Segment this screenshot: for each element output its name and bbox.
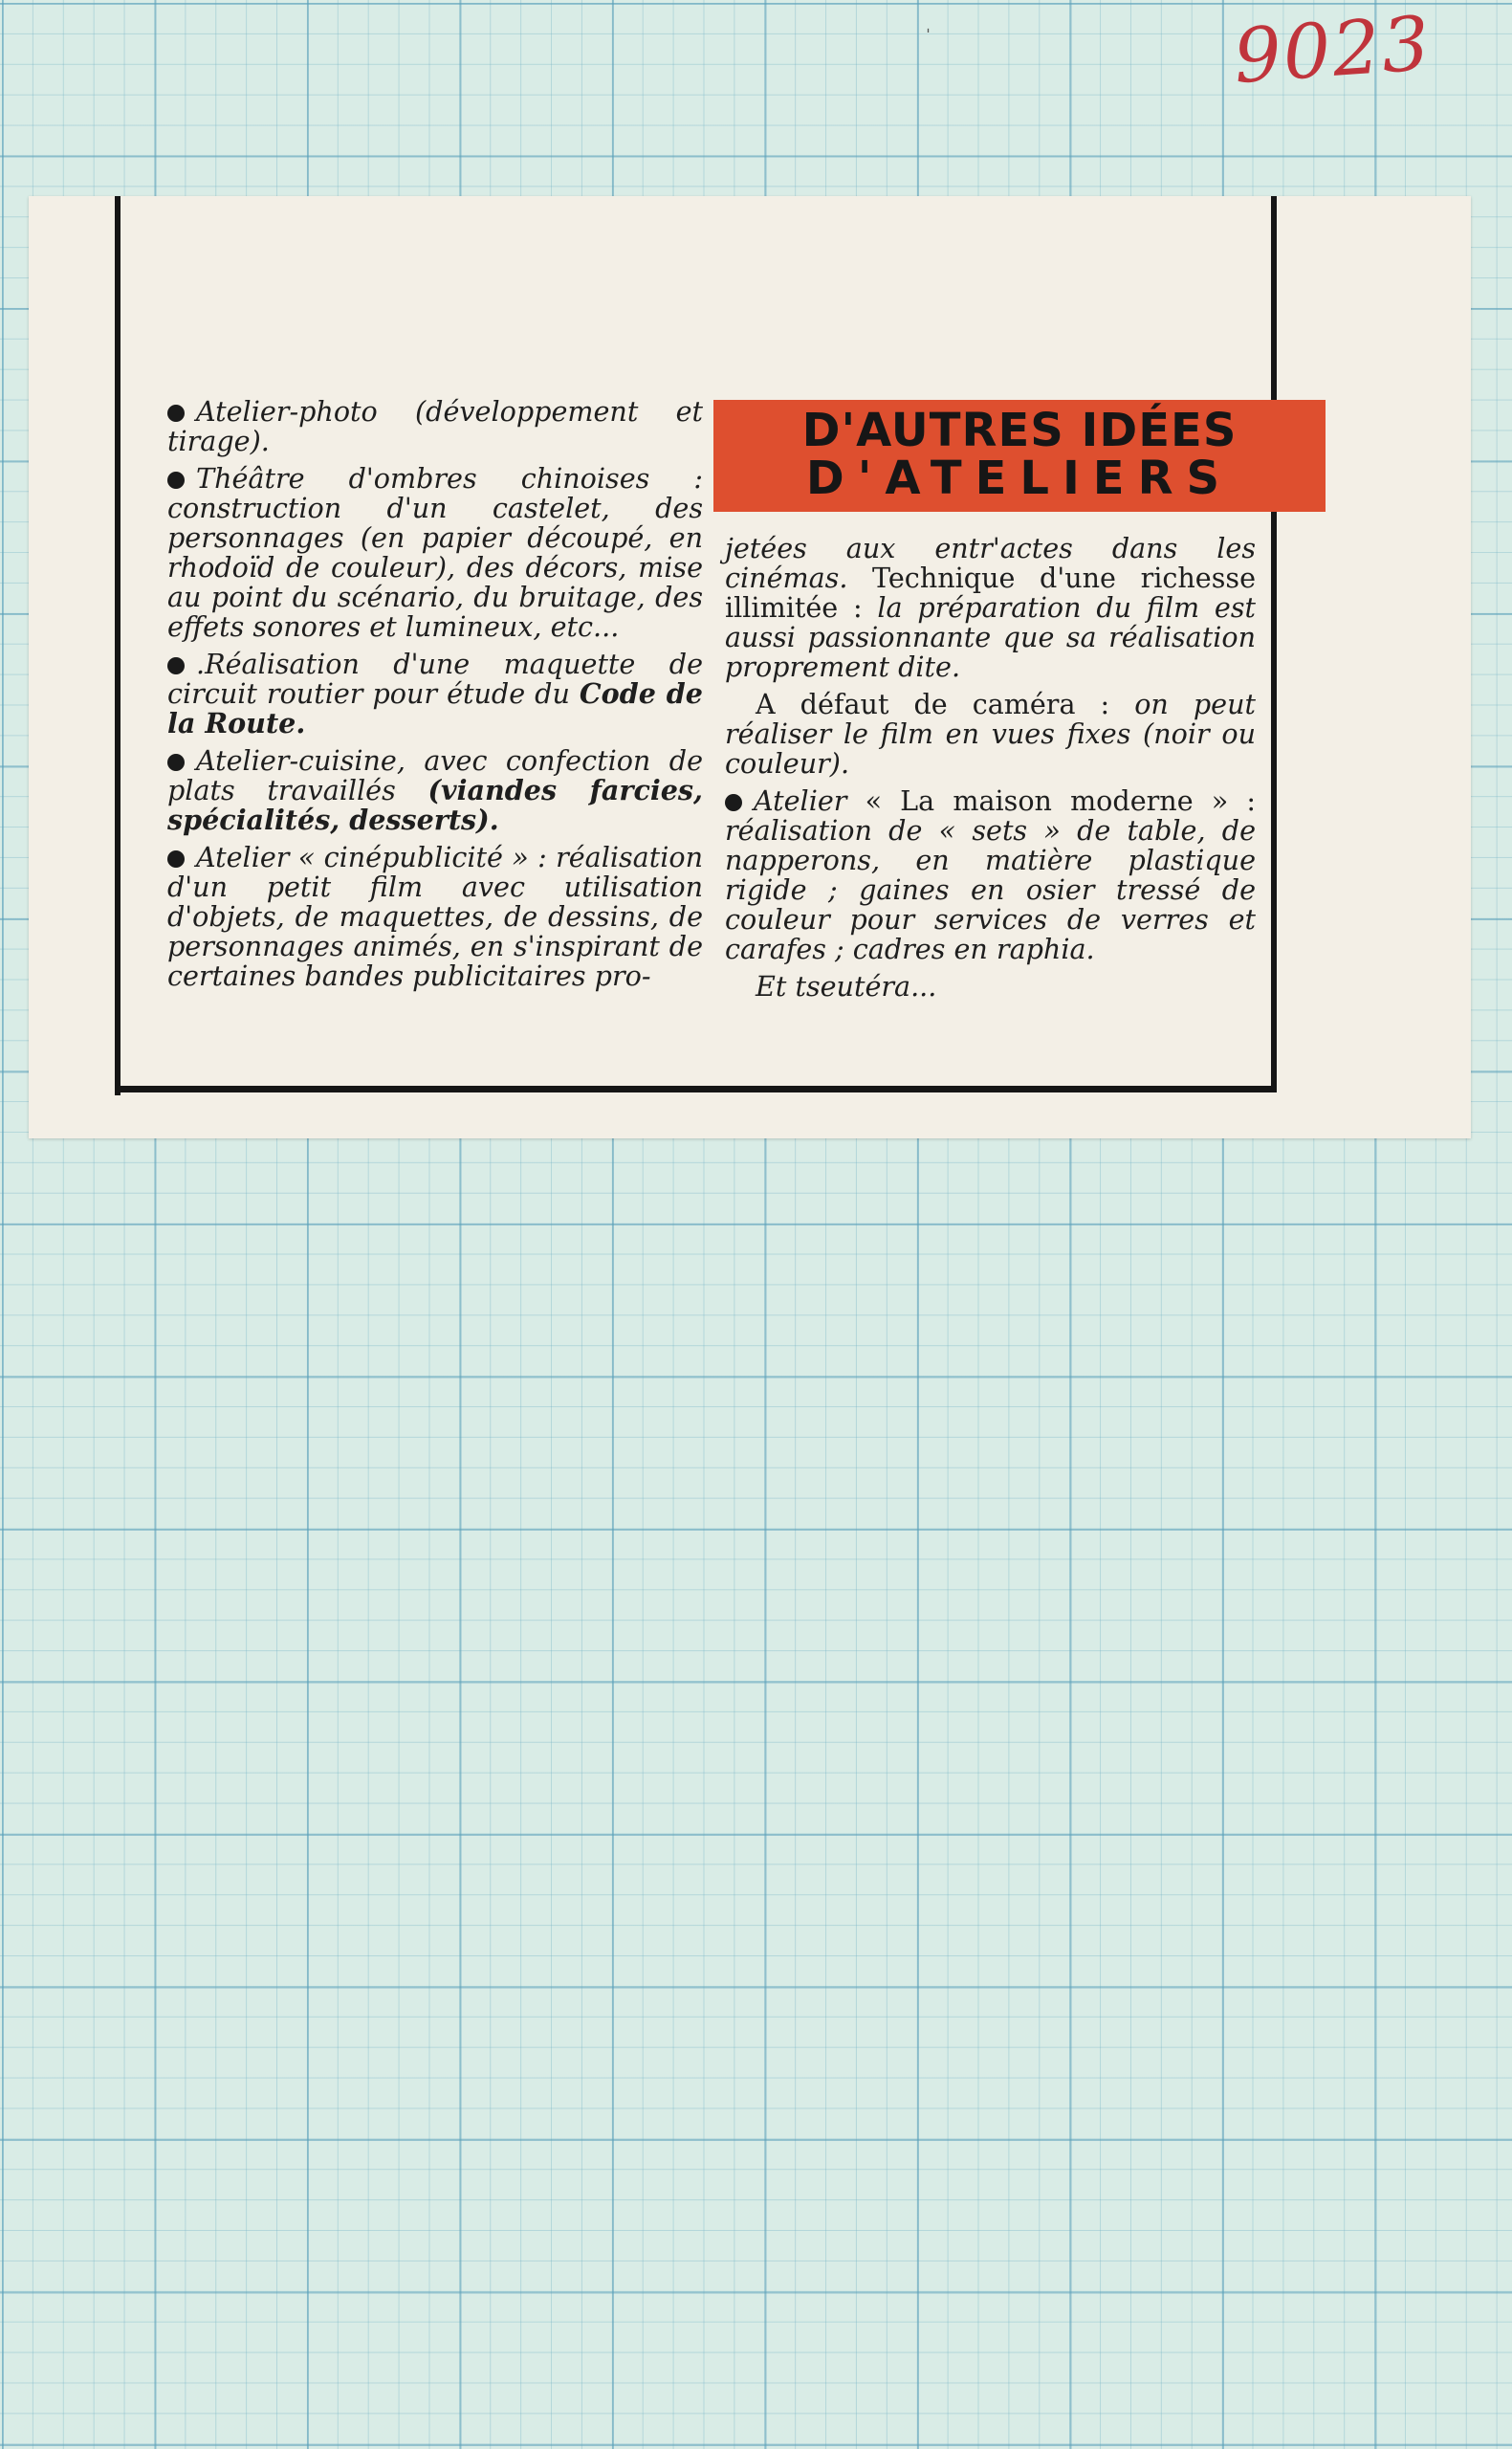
paragraph-theatre: Théâtre d'ombres chinoises : construction d'un castelet, des personnages (en papier découpé, en rhodoïd de couleur), des décors, mise au point du scénario, du bruitage, des effets sonores et lumineux, etc... — [167, 462, 703, 643]
bullet-icon — [167, 850, 185, 868]
frame-right-rule — [1271, 196, 1277, 1086]
paragraph-atelier-photo: Atelier-photo (développement et tirage). — [167, 395, 703, 457]
header-line-1: D'AUTRES IDÉES — [801, 404, 1238, 457]
frame-bottom-rule — [115, 1086, 1277, 1092]
paragraph-closing: Et tseutéra... — [756, 970, 937, 1003]
left-column — [167, 397, 703, 999]
paragraph-maquette: .Réalisation d'une maquette de circuit routier pour étude du Code de la Route. — [167, 648, 703, 739]
newspaper-clipping — [29, 196, 1471, 1138]
paragraph-cuisine: Atelier-cuisine, avec confection de plats travaillés (viandes farcies, spécialités, desserts). — [167, 744, 703, 836]
page-number: 9023 — [1231, 0, 1435, 101]
paragraph-maison-moderne: Atelier « La maison moderne » : réalisation de « sets » de table, de napperons, en matière plastique rigide ; gaines en osier tressé de couleur pour services de verres et carafes ; cadres en raphia. — [725, 784, 1256, 965]
header-line-2: D'ATELIERS — [805, 452, 1234, 505]
frame-left-rule — [115, 196, 121, 1095]
bullet-icon — [167, 657, 185, 674]
bullet-icon — [167, 472, 185, 489]
bullet-icon — [725, 794, 742, 811]
bullet-icon — [167, 754, 185, 771]
paragraph-cinepublicite: Atelier « cinépublicité » : réalisation d'un petit film avec utilisation d'objets, de maquettes, de dessins, de personnages animés, en s'inspirant de certaines bandes publicitaires pro- — [167, 841, 703, 992]
bullet-icon — [167, 405, 185, 422]
tick-mark: ˌ — [926, 15, 931, 35]
paragraph-defaut-camera: A défaut de caméra : on peut réaliser le film en vues fixes (noir ou couleur). — [725, 688, 1257, 780]
right-column — [725, 534, 1256, 1009]
article-header — [713, 400, 1326, 512]
paragraph-continuation: jetées aux entr'actes dans les cinémas. Technique d'une richesse illimitée : la préparation du film est aussi passionnante que sa réalisation proprement dite. — [725, 532, 1256, 683]
